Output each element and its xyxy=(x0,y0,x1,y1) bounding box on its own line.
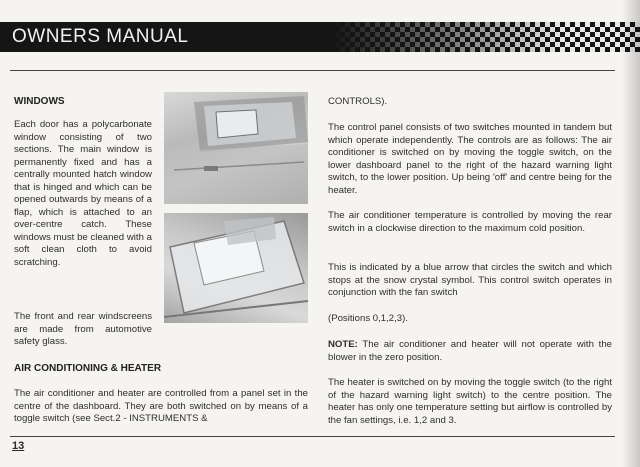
door-window-illustration xyxy=(164,92,308,204)
note-text: The air conditioner and heater will not operate with the blower in the zero position. xyxy=(328,339,612,363)
temperature-paragraph: The air conditioner temperature is controlled by moving the rear switch in a clockwise direction to the maximum cold position. xyxy=(328,210,612,234)
windows-paragraph-1: Each door has a polycarbonate window consisting of two sections. The main window is permanently fixed and has a centrally mounted hatch window that is hinged and which can be opened outwards by means of a flap, which is attached to an over-centre catch. These windows must be cleaned with a soft clean cloth to avoid scratching. xyxy=(14,119,152,268)
hatch-window-photo xyxy=(164,213,308,323)
aircon-paragraph: The air conditioner and heater are controlled from a panel set in the centre of the dashboard. They are both switched on by means of a toggle switch (see Sect.2 - INSTRUMENTS & xyxy=(14,388,308,424)
top-divider xyxy=(10,70,615,71)
aircon-heading: AIR CONDITIONING & HEATER xyxy=(14,363,162,374)
door-window-photo xyxy=(164,92,308,204)
windows-paragraph-2: The front and rear windscreens are made from automotive safety glass. xyxy=(14,311,152,347)
bottom-divider xyxy=(10,436,615,437)
windows-heading: WINDOWS xyxy=(14,96,65,107)
blue-arrow-paragraph: This is indicated by a blue arrow that circles the switch and which stops at the snow crystal symbol. This control switch operates in conjunction with the fan switch xyxy=(328,262,612,298)
controls-continuation: CONTROLS). xyxy=(328,96,388,107)
fan-positions-text: (Positions 0,1,2,3). xyxy=(328,313,408,324)
note-paragraph xyxy=(328,339,612,364)
page-title: OWNERS MANUAL xyxy=(12,26,189,47)
header-bar xyxy=(0,22,640,52)
checkered-flag-pattern xyxy=(330,22,640,52)
control-panel-paragraph: The control panel consists of two switches mounted in tandem but which operate independently. The controls are as follows: The air conditioner is switched on by moving the toggle switch, on the lower dashboard panel to the right of the hazard warning light switch, to the lower position. Up being 'off' and centre being for the heater. xyxy=(328,122,612,196)
page-number: 13 xyxy=(12,440,25,452)
heater-paragraph: The heater is switched on by moving the toggle switch (to the right of the hazard warning light switch) to the centre position. The heater has only one temperature setting but airflow is controlled by the fan settings, i.e. 1,2 and 3. xyxy=(328,377,612,426)
note-label: NOTE: xyxy=(328,339,358,350)
page-edge-shadow xyxy=(622,0,640,467)
hatch-window-illustration xyxy=(164,213,308,323)
